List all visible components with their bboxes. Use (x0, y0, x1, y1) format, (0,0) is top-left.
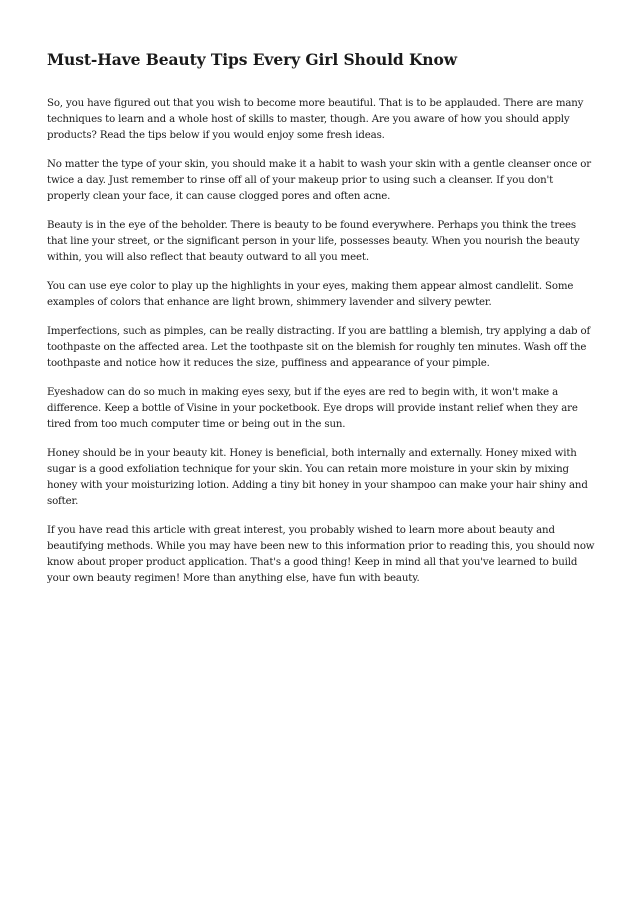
paragraph-eye-color: You can use eye color to play up the highlights in your eyes, making them appear almost candlelit. Some examples of colors that enhance are light brown, shimmery lavender and silvery pewter. (47, 281, 574, 308)
paragraph-beholder: Beauty is in the eye of the beholder. There is beauty to be found everywhere. Perhaps you think the trees that line your street, or the significant person in your life, possesses beauty. When you nourish the beauty within, you will also reflect that beauty outward to all you meet. (47, 220, 580, 263)
paragraph-eyeshadow: Eyeshadow can do so much in making eyes sexy, but if the eyes are red to begin with, it won't make a difference. Keep a bottle of Visine in your pocketbook. Eye drops will provide instant relief when they are tired from too much computer time or being out in the sun. (47, 387, 578, 430)
page-title: Must-Have Beauty Tips Every Girl Should Know (47, 50, 457, 69)
paragraph-intro: So, you have figured out that you wish to become more beautiful. That is to be applauded. There are many techniques to learn and a whole host of skills to master, though. Are you aware of how you should apply products? Read the tips below if you would enjoy some fresh ideas. (47, 98, 584, 141)
paragraph-cleanser: No matter the type of your skin, you should make it a habit to wash your skin with a gentle cleanser once or twice a day. Just remember to rinse off all of your makeup prior to using such a cleanser. If you don't properly clean your face, it can cause clogged pores and often acne. (47, 159, 591, 202)
paragraph-honey: Honey should be in your beauty kit. Honey is beneficial, both internally and externally. Honey mixed with sugar is a good exfoliation technique for your skin. You can retain more moisture in your skin by mixing honey with your moisturizing lotion. Adding a tiny bit honey in your shampoo can make your hair shiny and softer. (47, 448, 588, 507)
paragraph-conclusion: If you have read this article with great interest, you probably wished to learn more about beauty and beautifying methods. While you may have been new to this information prior to reading this, you should now know about proper product application. That's a good thing! Keep in mind all that you've learned to build your own beauty regimen! More than anything else, have fun with beauty. (47, 525, 595, 584)
paragraph-imperfections: Imperfections, such as pimples, can be really distracting. If you are battling a blemish, try applying a dab of toothpaste on the affected area. Let the toothpaste sit on the blemish for roughly ten minutes. Wash off the toothpaste and notice how it reduces the size, puffiness and appearance of your pimple. (47, 326, 591, 369)
document-page (47, 50, 595, 600)
